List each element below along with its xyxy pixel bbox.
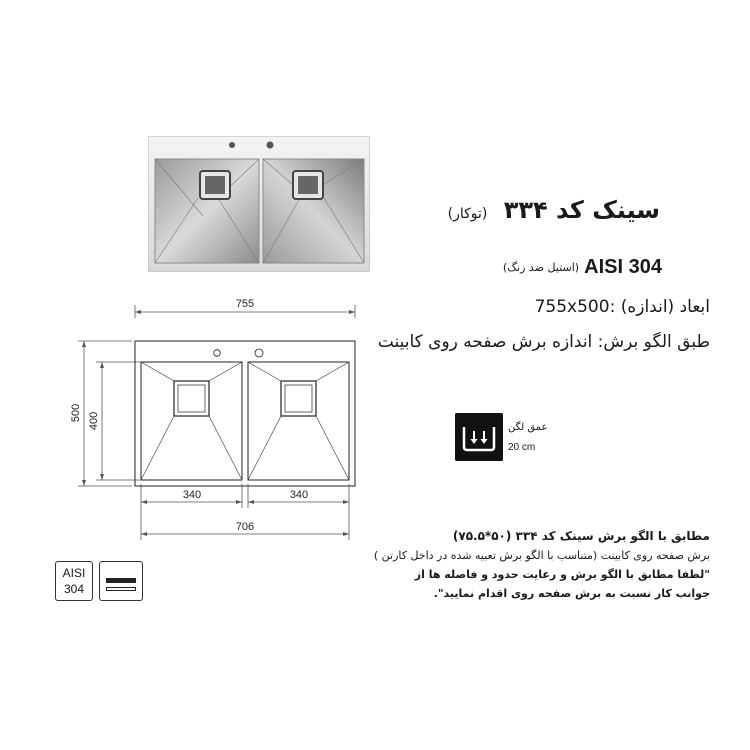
dim-inner-width: 706: [235, 521, 255, 533]
dim-height-total: 500: [70, 403, 82, 423]
aisi-badge-line1: AISI: [62, 566, 86, 580]
dim-bowl-left-width: 340: [182, 489, 202, 501]
thickness-bar-outline: [106, 587, 136, 591]
product-title: [448, 196, 660, 224]
aisi-304-badge: [55, 561, 93, 601]
depth-value: 20 cm: [508, 442, 536, 453]
note-line-4: جوانب کار نسبت به برش صفحه روی اقدام نمایید".: [433, 587, 710, 600]
technical-drawing: [60, 296, 370, 551]
dimensions-text: ابعاد (اندازه) :755x500: [534, 297, 710, 317]
material-description: (استیل ضد زنگ): [502, 261, 580, 274]
dim-bowl-height: 400: [88, 411, 100, 431]
aisi-badge-line2: 304: [63, 582, 85, 596]
sink-photo: [148, 136, 370, 272]
depth-label: عمق لگن: [508, 422, 548, 433]
note-line-1: مطابق با الگو برش سینک کد ۳۳۴ (۵۰*۷۵.۵): [452, 529, 710, 543]
cut-template-text: طبق الگو برش: اندازه برش صفحه روی کابینت: [377, 332, 710, 352]
mount-type: (توکار): [447, 206, 488, 222]
sheet-thickness-icon: [99, 561, 143, 601]
installation-notes: [374, 527, 710, 603]
note-line-2: برش صفحه روی کابینت (متناسب با الگو برش تعبیه شده در داخل کارتن ): [373, 549, 710, 562]
dim-width-total: 755: [235, 298, 255, 310]
material-row: [493, 256, 662, 279]
bowl-depth-icon: [455, 413, 503, 461]
thickness-bar-solid: [106, 578, 136, 583]
note-line-3: "لطفا مطابق با الگو برش و رعایت حدود و فاصله ها از: [414, 568, 710, 581]
material-code: AISI 304: [584, 256, 662, 278]
dim-bowl-right-width: 340: [289, 489, 309, 501]
title-text: سینک کد ۳۳۴: [503, 196, 660, 224]
